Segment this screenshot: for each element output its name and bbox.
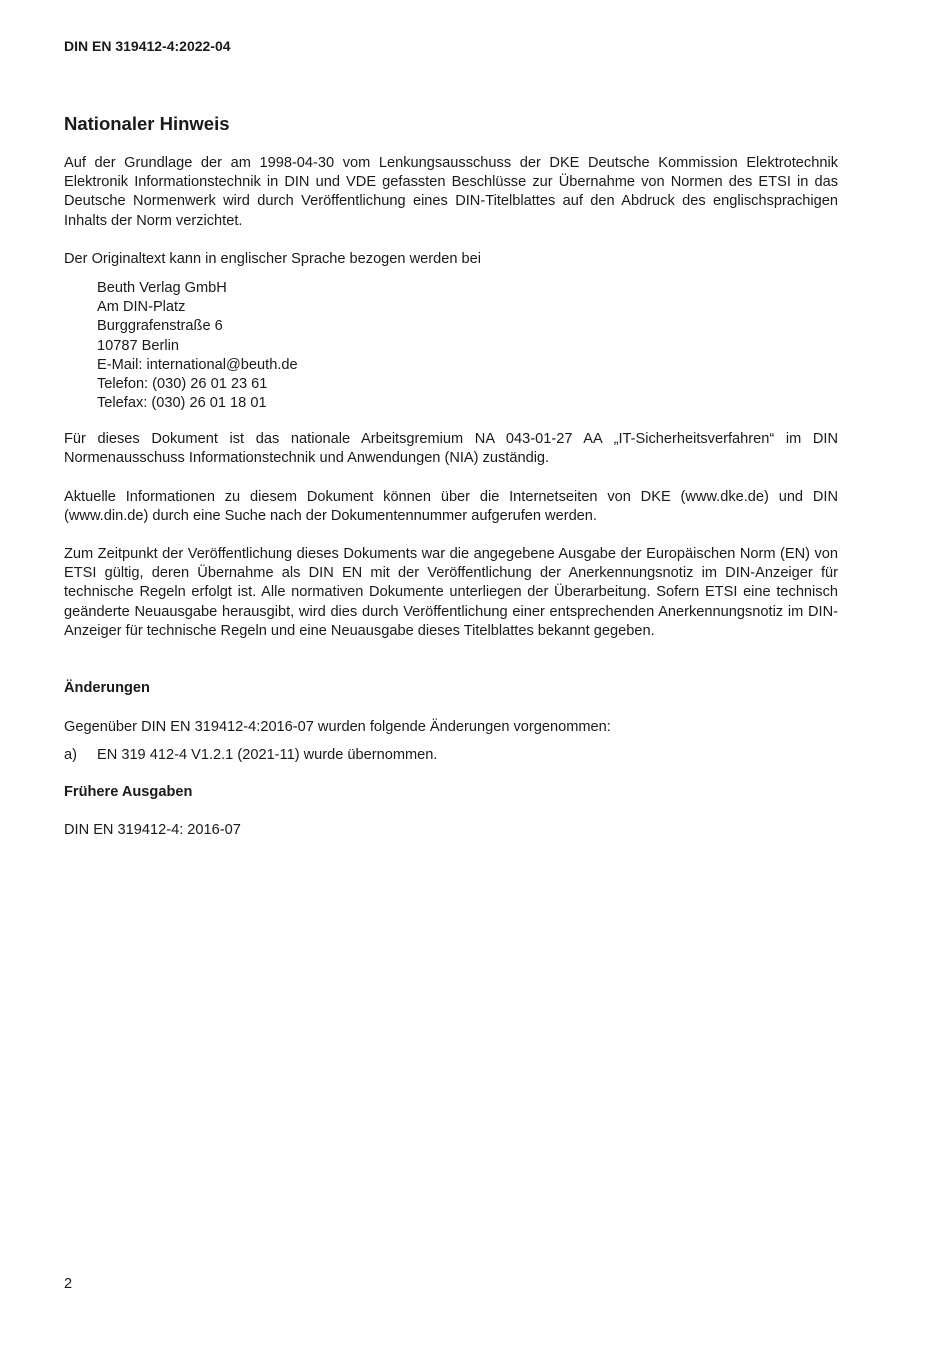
paragraph-original-text-source: Der Originaltext kann in englischer Sprache bezogen werden bei — [64, 251, 481, 267]
publisher-address — [97, 279, 298, 413]
changes-heading: Änderungen — [64, 680, 150, 696]
paragraph-current-information: Aktuelle Informationen zu diesem Dokument können über die Internetseiten von DKE (www.dke.de) und DIN (www.din.de) durch eine Suche nach der Dokumentennummer aufgerufen werden. — [64, 489, 838, 525]
paragraph-responsible-committee: Für dieses Dokument ist das nationale Arbeitsgremium NA 043-01-27 AA „IT-Sicherheitsverfahren“ im DIN Normenausschuss Informationstechnik und Anwendungen (NIA) zuständig. — [64, 431, 838, 467]
address-fax: Telefax: (030) 26 01 18 01 — [97, 395, 267, 412]
address-line: Beuth Verlag GmbH — [97, 280, 227, 296]
changes-list-item — [64, 746, 437, 765]
page-number: 2 — [64, 1276, 73, 1292]
address-email: E-Mail: international@beuth.de — [97, 356, 298, 373]
address-line: Am DIN-Platz — [97, 299, 186, 316]
list-item-text: EN 319 412-4 V1.2.1 (2021-11) wurde übernommen. — [97, 747, 438, 763]
address-line: 10787 Berlin — [97, 337, 179, 354]
previous-editions-text: DIN EN 319412-4: 2016-07 — [64, 822, 241, 838]
address-line: Burggrafenstraße 6 — [97, 318, 223, 335]
paragraph-adoption-basis: Auf der Grundlage der am 1998-04-30 vom Lenkungsausschuss der DKE Deutsche Kommission Elektrotechnik Elektronik Informationstechnik in DIN und VDE gefassten Beschlüsse zur Übernahme von Normen des ETSI in das Deutsche Normenwerk wird durch Veröffentlichung eines DIN-Titelblattes auf den Abdruck des englischsprachigen Inhalts der Norm verzichtet. — [64, 155, 838, 229]
document-id-header: DIN EN 319412-4:2022-04 — [64, 38, 231, 54]
address-phone: Telefon: (030) 26 01 23 61 — [97, 376, 268, 393]
changes-intro: Gegenüber DIN EN 319412-4:2016-07 wurden folgende Änderungen vorgenommen: — [64, 719, 611, 735]
previous-editions-heading: Frühere Ausgaben — [64, 784, 193, 800]
list-marker: a) — [64, 747, 77, 763]
section-title: Nationaler Hinweis — [64, 113, 230, 134]
paragraph-validity: Zum Zeitpunkt der Veröffentlichung dieses Dokuments war die angegebene Ausgabe der Europäischen Norm (EN) von ETSI gültig, deren Übernahme als DIN EN mit der Veröffentlichung der Anerkennungsnotiz im DIN-Anzeiger für technische Regeln erfolgt ist. Alle normativen Dokumente unterliegen der Überarbeitung. Sofern ETSI eine technisch geänderte Neuausgabe herausgibt, wird dies durch Veröffentlichung einer entsprechenden Anerkennungsnotiz im DIN-Anzeiger für technische Regeln und eine Neuausgabe dieses Titelblattes bekannt gegeben. — [64, 546, 838, 639]
